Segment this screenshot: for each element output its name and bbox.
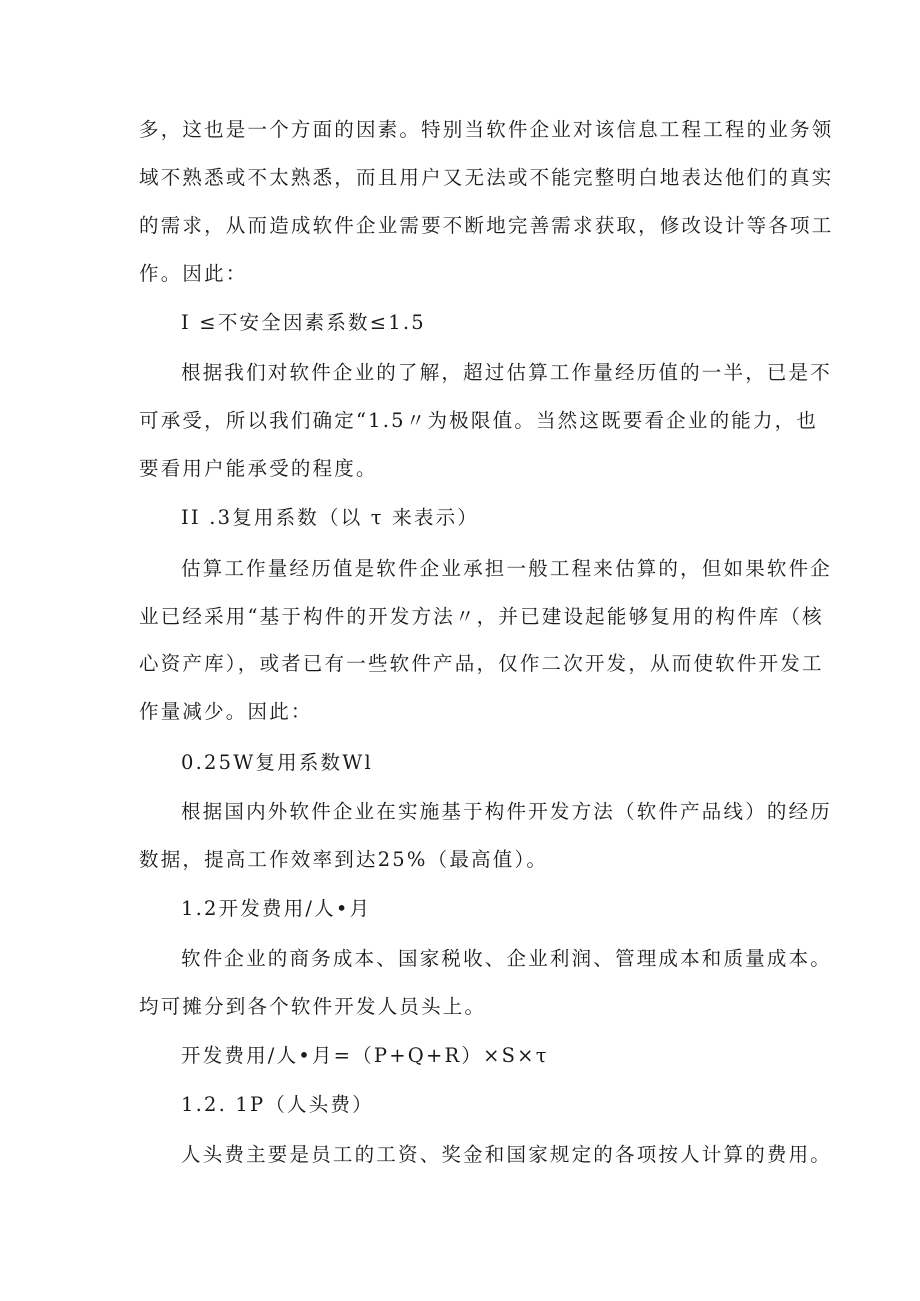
paragraph-line: 均可摊分到各个软件开发人员头上。 [139,995,487,1018]
paragraph-line: 业已经采用“基于构件的开发方法〃，并已建设起能够复用的构件库（核 [139,605,824,628]
paragraph-line: 作。因此： [139,262,248,285]
paragraph-line: 作量减少。因此： [139,700,313,723]
paragraph-line: 多，这也是一个方面的因素。特别当软件企业对该信息工程工程的业务领 [139,118,834,141]
formula-line: 开发费用/人•月=（P+Q+R）×S×τ [181,1044,549,1067]
paragraph-line: 估算工作量经历值是软件企业承担一般工程来估算的，但如果软件企 [181,557,833,580]
formula-line: I ≤不安全因素系数≤1.5 [181,311,426,334]
paragraph-line: 根据我们对软件企业的了解，超过估算工作量经历值的一半，已是不 [181,361,833,384]
paragraph-line: 数据，提高工作效率到达25%（最高值）。 [139,848,549,871]
paragraph-line: 可承受，所以我们确定“1.5〃为极限值。当然这既要看企业的能力，也 [139,409,819,432]
section-heading: II .3复用系数（以 τ 来表示） [181,506,479,529]
paragraph-line: 心资产库），或者已有一些软件产品，仅作二次开发，从而使软件开发工 [139,652,824,675]
paragraph-line: 要看用户能承受的程度。 [139,457,378,480]
paragraph-line: 人头费主要是员工的工资、奖金和国家规定的各项按人计算的费用。 [181,1143,833,1166]
section-heading: 1.2. 1P（人头费） [181,1093,374,1116]
paragraph-line: 根据国内外软件企业在实施基于构件开发方法（软件产品线）的经历 [181,800,833,823]
section-heading: 1.2开发费用/人•月 [181,897,372,920]
paragraph-line: 域不熟悉或不太熟悉，而且用户又无法或不能完整明白地表达他们的真实 [139,166,834,189]
paragraph-line: 软件企业的商务成本、国家税收、企业利润、管理成本和质量成本。 [181,947,833,970]
paragraph-line: 的需求，从而造成软件企业需要不断地完善需求获取，修改设计等各项工 [139,214,834,237]
formula-line: 0.25W复用系数Wl [181,751,373,774]
